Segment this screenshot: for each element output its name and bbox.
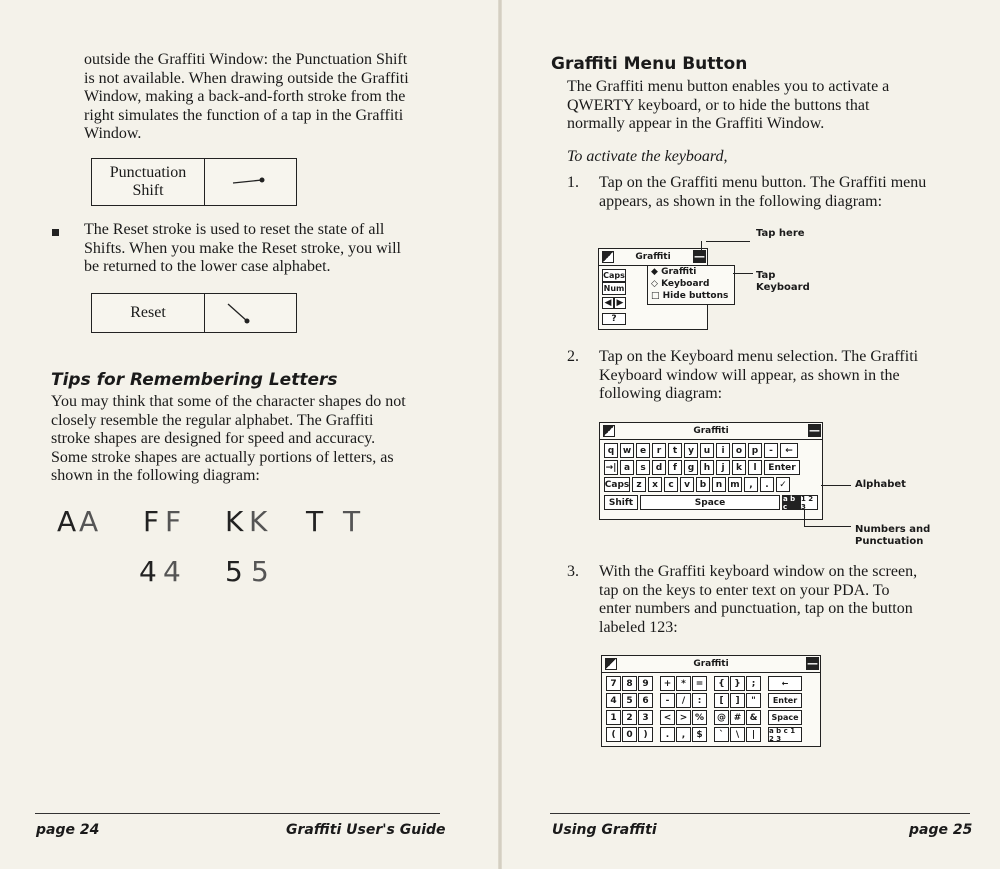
callout-line-2: Punctuation: [855, 536, 924, 547]
keyboard-diagram: [599, 420, 989, 550]
graffiti-a: A: [79, 505, 99, 538]
key-1[interactable]: w: [620, 443, 634, 458]
text-line: labeled 123:: [599, 618, 678, 636]
text-line: The Reset stroke is used to reset the state of all: [84, 221, 385, 238]
key-0[interactable]: q: [604, 443, 618, 458]
punctuation-shift-table: [91, 158, 297, 206]
numpad-key-2-7[interactable]: #: [730, 710, 745, 725]
footer-section-title: Using Graffiti: [552, 822, 657, 838]
right-page: [502, 0, 1000, 869]
numpad-key-1-0[interactable]: 4: [606, 693, 621, 708]
numpad-key-1-2[interactable]: 6: [638, 693, 653, 708]
text-line: Some stroke shapes are actually portions of letters, as: [51, 448, 394, 466]
punctuation-stroke-glyph: [205, 159, 295, 203]
numpad-key-3-3[interactable]: .: [660, 727, 675, 742]
tips-heading: Tips for Remembering Letters: [51, 370, 338, 390]
resize-corner-icon[interactable]: [603, 425, 615, 437]
numbers-123-key[interactable]: 1 2 3: [800, 495, 818, 510]
text-line: You may think that some of the character shapes do not: [51, 393, 406, 410]
numpad-key-3-4[interactable]: ,: [676, 727, 691, 742]
numpad-key-3-2[interactable]: ): [638, 727, 653, 742]
reset-bullet-text: [84, 221, 464, 277]
graffiti-window-titlebar: [599, 249, 707, 266]
section-heading: Graffiti Menu Button: [551, 54, 748, 74]
step-2-text: [599, 348, 979, 404]
key-3[interactable]: r: [652, 443, 666, 458]
text-line: tap on the keys to enter text on your PDA. To: [599, 581, 890, 599]
callout-line: [706, 241, 750, 242]
letter-shapes-diagram: [55, 505, 395, 595]
graffiti-t: T: [343, 505, 361, 538]
keyboard-titlebar: [600, 423, 822, 440]
punct-label-line1: Punctuation: [109, 164, 187, 181]
digit-5: 5: [225, 555, 243, 588]
key-5[interactable]: y: [684, 443, 698, 458]
numpad-key-3-8[interactable]: |: [746, 727, 761, 742]
resize-corner-icon[interactable]: [602, 251, 614, 263]
text-line: The Graffiti menu button enables you to activate a: [567, 78, 890, 95]
letter-k: K: [225, 505, 244, 538]
key-row3-5[interactable]: b: [696, 477, 710, 492]
text-line: stroke shapes are designed for speed and accuracy.: [51, 430, 376, 447]
menu-item-keyboard-label: Keyboard: [661, 279, 710, 289]
numpad-key-1-8[interactable]: ": [746, 693, 761, 708]
text-line: With the Graffiti keyboard window on the screen,: [599, 563, 918, 580]
footer-rule: [35, 813, 440, 814]
key-row2-10[interactable]: Enter: [764, 460, 800, 475]
graffiti-numpad-window: [601, 655, 821, 747]
numpad-key-3-0[interactable]: (: [606, 727, 621, 742]
step-3-number: 3.: [567, 563, 579, 580]
punctuation-shift-label: [92, 159, 205, 205]
menu-item-keyboard[interactable]: ◇ Keyboard: [651, 279, 710, 289]
numpad-diagram: [601, 655, 823, 750]
menu-item-hide-buttons[interactable]: □ Hide buttons: [651, 291, 729, 301]
numpad-key-1-3[interactable]: -: [660, 693, 675, 708]
keyboard-window-title: Graffiti: [693, 426, 729, 436]
key-7[interactable]: i: [716, 443, 730, 458]
key-row3-9[interactable]: .: [760, 477, 774, 492]
reset-stroke-glyph: [205, 294, 295, 330]
graffiti-k: K: [249, 505, 268, 538]
key-row3-0[interactable]: Caps: [604, 477, 630, 492]
key-row2-0[interactable]: →|: [604, 460, 618, 475]
footer-rule: [550, 813, 970, 814]
numpad-key-0-7[interactable]: }: [730, 676, 745, 691]
key-9[interactable]: p: [748, 443, 762, 458]
step-1-number: 1.: [567, 174, 579, 191]
space-key[interactable]: Space: [640, 495, 780, 510]
callout-line: [701, 241, 702, 251]
graffiti-f: F: [165, 505, 182, 538]
callout-line-1: Numbers and: [855, 524, 931, 535]
numpad-key-0-9[interactable]: ←: [768, 676, 802, 691]
key-row3-1[interactable]: z: [632, 477, 646, 492]
left-arrow-button[interactable]: ◀: [602, 297, 614, 309]
key-10[interactable]: -: [764, 443, 778, 458]
numpad-key-1-1[interactable]: 5: [622, 693, 637, 708]
tips-paragraph: [51, 393, 471, 486]
numpad-key-1-5[interactable]: :: [692, 693, 707, 708]
step-1-text: [599, 174, 979, 211]
key-row2-1[interactable]: a: [620, 460, 634, 475]
graffiti-menu-button[interactable]: —: [809, 424, 820, 437]
digit-4: 4: [139, 555, 157, 588]
callout-line-1: Tap: [756, 270, 776, 281]
left-page: [0, 0, 498, 869]
help-button[interactable]: ?: [602, 313, 626, 325]
numpad-key-3-5[interactable]: $: [692, 727, 707, 742]
numpad-key-3-9[interactable]: a b c 1 2 3: [768, 727, 802, 742]
graffiti-dropdown-menu: [647, 265, 735, 305]
graffiti-5: 5: [251, 555, 269, 588]
numpad-key-0-1[interactable]: 8: [622, 676, 637, 691]
activate-subheading: To activate the keyboard,: [567, 148, 728, 165]
numpad-key-3-7[interactable]: \: [730, 727, 745, 742]
abc-key[interactable]: a b c: [782, 495, 800, 510]
numpad-key-1-9[interactable]: Enter: [768, 693, 802, 708]
numpad-key-2-5[interactable]: %: [692, 710, 707, 725]
text-line: Keyboard window will appear, as shown in the: [599, 366, 900, 384]
key-row3-3[interactable]: c: [664, 477, 678, 492]
text-line: shown in the following diagram:: [51, 467, 260, 484]
graffiti-keyboard-window: [599, 422, 823, 520]
key-2[interactable]: e: [636, 443, 650, 458]
key-row2-3[interactable]: d: [652, 460, 666, 475]
text-line: right simulates the function of a tap in the Graffiti: [84, 106, 404, 124]
numpad-key-0-2[interactable]: 9: [638, 676, 653, 691]
numpad-key-2-0[interactable]: 1: [606, 710, 621, 725]
callout-line: [821, 485, 851, 486]
text-line: closely resemble the regular alphabet. The Graffiti: [51, 411, 374, 429]
letter-t: T: [306, 505, 324, 538]
key-row2-8[interactable]: k: [732, 460, 746, 475]
num-button[interactable]: Num: [603, 284, 625, 293]
text-line: Tap on the Keyboard menu selection. The Graffiti: [599, 348, 919, 365]
text-line: Tap on the Graffiti menu button. The Graffiti menu: [599, 174, 927, 191]
key-row3-10[interactable]: ✓: [776, 477, 790, 492]
alphabet-callout: Alphabet: [855, 479, 906, 490]
key-6[interactable]: u: [700, 443, 714, 458]
key-11[interactable]: ←: [780, 443, 798, 458]
graffiti-menu-button[interactable]: —: [694, 250, 705, 263]
numpad-titlebar: [602, 656, 820, 673]
letter-a: A: [57, 505, 77, 538]
text-line: Window.: [84, 125, 142, 142]
footer-page-number: page 24: [36, 822, 100, 838]
footer-book-title: Graffiti User's Guide: [286, 822, 446, 838]
text-line: following diagram:: [599, 385, 723, 402]
numpad-key-2-6[interactable]: @: [714, 710, 729, 725]
tap-keyboard-callout: [756, 270, 810, 294]
callout-line: [733, 273, 753, 274]
step-3-text: [599, 563, 979, 637]
graffiti-menu-button[interactable]: —: [807, 657, 818, 670]
menu-item-graffiti-label: Graffiti: [661, 267, 697, 277]
punct-label-line2: Shift: [132, 182, 164, 199]
reset-stroke: [205, 294, 296, 332]
numpad-key-2-3[interactable]: <: [660, 710, 675, 725]
letter-f: F: [143, 505, 160, 538]
shift-key[interactable]: Shift: [604, 495, 638, 510]
numpad-key-0-5[interactable]: =: [692, 676, 707, 691]
text-line: QWERTY keyboard, or to hide the buttons that: [567, 96, 870, 114]
text-line: Window, making a back-and-forth stroke from the: [84, 88, 406, 105]
key-row2-4[interactable]: f: [668, 460, 682, 475]
key-4[interactable]: t: [668, 443, 682, 458]
numpad-key-0-3[interactable]: +: [660, 676, 675, 691]
key-row2-6[interactable]: h: [700, 460, 714, 475]
numpad-key-3-1[interactable]: 0: [622, 727, 637, 742]
numpad-key-1-7[interactable]: ]: [730, 693, 745, 708]
numpad-key-0-8[interactable]: ;: [746, 676, 761, 691]
text-line: appears, as shown in the following diagram:: [599, 192, 883, 210]
callout-line: [804, 526, 851, 527]
key-row3-4[interactable]: v: [680, 477, 694, 492]
numpad-key-1-6[interactable]: [: [714, 693, 729, 708]
numpad-window-title: Graffiti: [693, 659, 729, 669]
footer-page-number: page 25: [909, 822, 973, 838]
callout-line: [804, 510, 805, 526]
bullet-marker: [52, 229, 59, 236]
text-line: outside the Graffiti Window: the Punctuation Shift: [84, 51, 408, 68]
numpad-key-2-9[interactable]: Space: [768, 710, 802, 725]
numpad-key-0-0[interactable]: 7: [606, 676, 621, 691]
graffiti-menu-diagram: [598, 220, 978, 335]
text-line: is not available. When drawing outside the Graffiti: [84, 69, 409, 87]
graffiti-4: 4: [163, 555, 181, 588]
key-8[interactable]: o: [732, 443, 746, 458]
key-row2-2[interactable]: s: [636, 460, 650, 475]
key-row2-7[interactable]: j: [716, 460, 730, 475]
reset-table: [91, 293, 297, 333]
key-row3-8[interactable]: ,: [744, 477, 758, 492]
key-row2-9[interactable]: l: [748, 460, 762, 475]
tap-here-callout: Tap here: [756, 228, 805, 239]
numpad-key-2-4[interactable]: >: [676, 710, 691, 725]
numbers-callout: [855, 524, 930, 548]
window-title: Graffiti: [635, 252, 671, 262]
numpad-key-2-2[interactable]: 3: [638, 710, 653, 725]
resize-corner-icon[interactable]: [605, 658, 617, 670]
key-row3-6[interactable]: n: [712, 477, 726, 492]
numpad-key-3-6[interactable]: `: [714, 727, 729, 742]
text-line: enter numbers and punctuation, tap on the button: [599, 600, 913, 617]
menu-item-graffiti[interactable]: ◆ Graffiti: [651, 267, 697, 277]
caps-button[interactable]: Caps: [603, 271, 625, 280]
callout-line-2: Keyboard: [756, 282, 810, 293]
text-line: normally appear in the Graffiti Window.: [567, 115, 825, 132]
numpad-key-0-4[interactable]: *: [676, 676, 691, 691]
step-2-number: 2.: [567, 348, 579, 365]
menu-intro-paragraph: [567, 78, 967, 134]
right-arrow-button[interactable]: ▶: [614, 297, 626, 309]
text-line: Shifts. When you make the Reset stroke, you will: [84, 239, 401, 257]
intro-paragraph: [84, 51, 464, 144]
menu-item-hide-buttons-label: Hide buttons: [662, 291, 729, 301]
numpad-key-1-4[interactable]: /: [676, 693, 691, 708]
numpad-key-2-1[interactable]: 2: [622, 710, 637, 725]
key-row3-7[interactable]: m: [728, 477, 742, 492]
punctuation-shift-stroke: [205, 159, 296, 205]
reset-label: Reset: [92, 294, 205, 332]
key-row3-2[interactable]: x: [648, 477, 662, 492]
numpad-key-2-8[interactable]: &: [746, 710, 761, 725]
key-row2-5[interactable]: g: [684, 460, 698, 475]
numpad-key-0-6[interactable]: {: [714, 676, 729, 691]
text-line: be returned to the lower case alphabet.: [84, 258, 331, 275]
